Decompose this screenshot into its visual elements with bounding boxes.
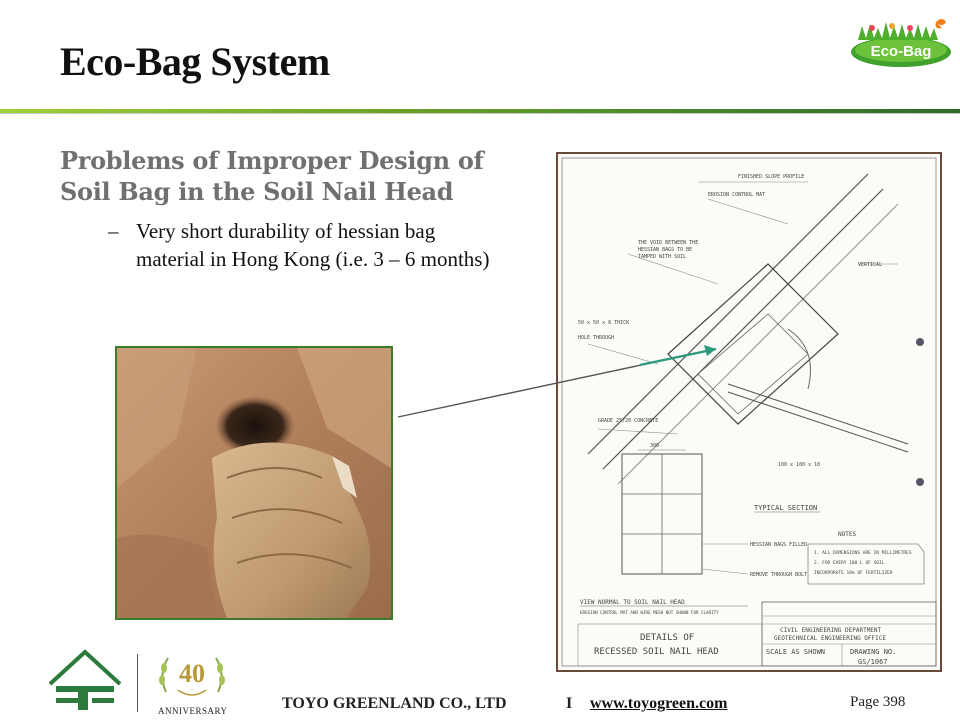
- bullet-text: Very short durability of hessian bag material in Hong Kong (i.e. 3 – 6 months): [136, 219, 490, 271]
- svg-text:HESSIAN BAGS TO BE: HESSIAN BAGS TO BE: [638, 247, 693, 253]
- svg-text:HESSIAN BAGS FILLED: HESSIAN BAGS FILLED: [750, 542, 808, 548]
- svg-text:GRADE 25/20 CONCRETE: GRADE 25/20 CONCRETE: [598, 418, 659, 424]
- drawing-number-label: DRAWING NO.: [850, 648, 897, 656]
- footer-company-name: TOYO GREENLAND CO., LTD: [282, 695, 507, 712]
- svg-text:INCORPORATE 10% OF FERTILIZER: INCORPORATE 10% OF FERTILIZER: [814, 571, 893, 576]
- bullet-dash: –: [108, 219, 119, 243]
- svg-text:EROSION CONTROL MAT: EROSION CONTROL MAT: [708, 192, 766, 198]
- footer-website-link[interactable]: www.toyogreen.com: [590, 695, 728, 712]
- svg-text:REMOVE THROUGH BOLT: REMOVE THROUGH BOLT: [750, 572, 808, 578]
- header-rule-shadow: [0, 113, 960, 114]
- svg-text:TAMPED WITH SOIL: TAMPED WITH SOIL: [638, 254, 687, 260]
- svg-text:FINISHED SLOPE PROFILE: FINISHED SLOPE PROFILE: [738, 174, 805, 180]
- svg-text:1. ALL DIMENSIONS ARE IN MILLI: 1. ALL DIMENSIONS ARE IN MILLIMETRES: [814, 551, 912, 556]
- footer-divider: [137, 654, 138, 712]
- svg-text:GS/1067: GS/1067: [858, 658, 888, 666]
- engineering-drawing: [556, 152, 942, 672]
- drawing-section-label: TYPICAL SECTION: [754, 504, 818, 512]
- drawing-view-label: VIEW NORMAL TO SOIL NAIL HEAD: [580, 599, 685, 606]
- section-heading: Problems of Improper Design of Soil Bag in the Soil Nail Head: [60, 146, 484, 206]
- soil-bag-photo: [115, 346, 393, 620]
- svg-text:HOLE THROUGH: HOLE THROUGH: [578, 335, 615, 341]
- page-number: Page 398: [850, 694, 906, 710]
- drawing-notes-label: NOTES: [838, 531, 857, 538]
- svg-text:VERTICAL: VERTICAL: [858, 262, 883, 268]
- anniversary-number: 40: [179, 659, 205, 688]
- eco-bag-logo: [848, 14, 954, 70]
- svg-text:2. FOR EVERY 100 L OF SOIL: 2. FOR EVERY 100 L OF SOIL: [814, 561, 885, 566]
- anniversary-text: ANNIVERSARY: [158, 706, 228, 716]
- drawing-scale: SCALE AS SHOWN: [766, 648, 826, 656]
- drawing-details-subtitle: RECESSED SOIL NAIL HEAD: [594, 647, 719, 657]
- brand-logo-text: Eco-Bag: [870, 43, 932, 60]
- drawing-department: CIVIL ENGINEERING DEPARTMENT: [780, 627, 882, 634]
- drawing-office: GEOTECHNICAL ENGINEERING OFFICE: [774, 635, 886, 642]
- footer-separator: I: [566, 695, 573, 712]
- toyo-company-logo: [48, 648, 122, 712]
- svg-text:100 x 100 x 10: 100 x 100 x 10: [778, 462, 821, 468]
- svg-text:50 x 50 x 8 THICK: 50 x 50 x 8 THICK: [578, 320, 630, 326]
- drawing-details-title: DETAILS OF: [640, 633, 695, 643]
- svg-text:EROSION CONTROL MAT AND WIRE M: EROSION CONTROL MAT AND WIRE MESH NOT SHOWN FOR CLARITY: [580, 610, 719, 615]
- slide-title: Eco-Bag System: [60, 39, 330, 84]
- svg-text:300: 300: [650, 443, 660, 449]
- svg-text:THE VOID BETWEEN THE: THE VOID BETWEEN THE: [638, 240, 699, 246]
